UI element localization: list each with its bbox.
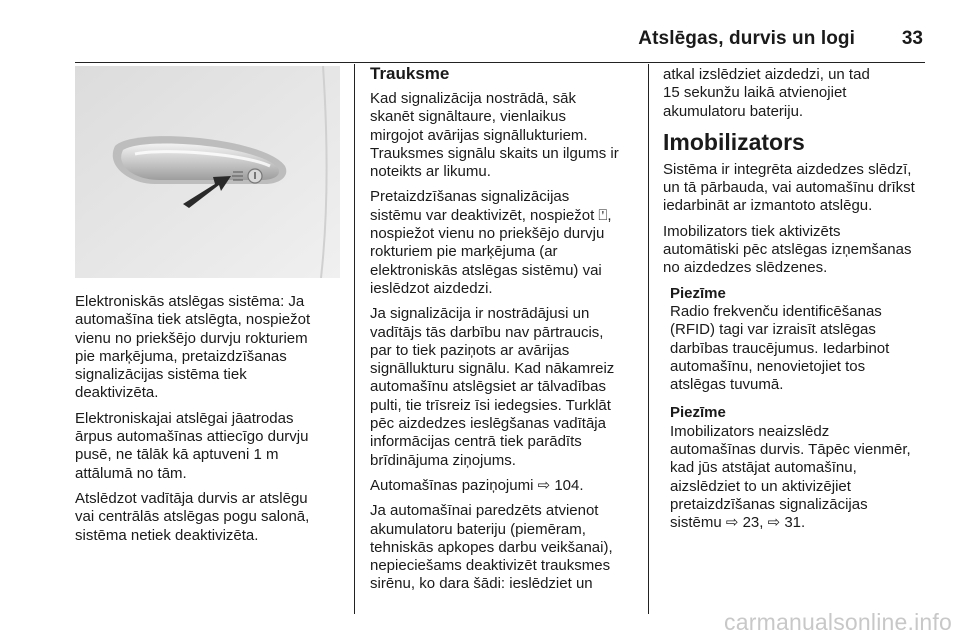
cross-reference: Automašīnas paziņojumi ⇨ 104. [370,476,584,494]
paragraph: Ja signalizācija ir nostrādājusi un vadītājs tās darbību nav pārtraucis, par to tiek paziņots ar avārijas signāllukturu signālu. Kad nākamreiz automašīnu atslēgsiet ar tālvadības pulti, tie trīsreiz īsi iedegsies. Turklāt pēc aizdedzes ieslēgšanas vadītāja informācijas centrā tiek parādīts brīdinājuma ziņojums. [370,305,615,469]
note-doors: Piezīme Imobilizators neaizslēdz automašīnas durvis. Tāpēc vienmēr, kad jūs atstājat automašīnu, aizslēdziet to un aktivizējiet pretaizdzīšanas signalizācijas sistēmu ⇨ 23, ⇨ 31. [663,404,933,532]
column-divider-2 [648,64,649,614]
section-heading-immobilizer: Imobilizators [663,128,805,155]
paragraph: Imobilizators tiek aktivizēts automātiski pēc atslēgas izņemšanas no aizdedzes slēdzenes. [663,222,912,277]
paragraph: Elektroniskās atslēgas sistēma: Ja automašīna tiek atslēgta, nospiežot vienu no priekšējo durvju rokturiem pie marķējuma, pretaizdzīšanas signalizācijas sistēma tiek deaktivizēta. [75,293,311,402]
column-divider-1 [354,64,355,614]
paragraph: Kad signalizācija nostrādā, sāk skanēt signāltaure, vienlaikus mirgojot avārijas signāllukturiem. Trauksmes signālu skaits un ilgums ir noteikts ar likumu. [370,90,619,181]
column-1 [75,66,343,552]
column-2 [370,64,638,601]
page-header [75,14,925,50]
note-title: Piezīme [670,404,726,422]
door-handle-icon [75,66,340,278]
page-title: Atslēgas, durvis un logi [638,28,855,49]
column-3 [663,66,933,539]
watermark: carmanualsonline.info [724,609,952,635]
note-rfid: Piezīme Radio frekvenču identificēšanas (RFID) tagi var izraisīt atslēgas darbības traucējumus. Iedarbinot automašīnu, nenovietojiet tos atslēgas tuvumā. [663,285,933,395]
section-heading-alarm: Trauksme [370,64,450,83]
paragraph: Atslēdzot vadītāja durvis ar atslēgu vai centrālās atslēgas pogu salonā, sistēma netiek deaktivizēta. [75,489,310,544]
paragraph: Pretaizdzīšanas signalizācijas sistēmu var deaktivizēt, nospiežot ⍞, nospiežot vienu no priekšējo durvju rokturiem pie marķējuma (ar elektroniskās atslēgas sistēmu) vai ieslēdzot aizdedzi. [370,188,612,297]
paragraph: Elektroniskajai atslēgai jāatrodas ārpus automašīnas attiecīgo durvju pusē, ne tālāk kā aptuveni 1 m attālumā no tām. [75,409,309,482]
door-handle-illustration [75,66,340,278]
note-title: Piezīme [670,284,726,302]
paragraph: Ja automašīnai paredzēts atvienot akumulatoru bateriju (piemēram, tehniskās apkopes darbu veikšanai), nepieciešams deaktivizēt trauksmes sirēnu, ko dara šādi: ieslēdziet un [370,502,613,593]
paragraph: Sistēma ir integrēta aizdedzes slēdzī, un tā pārbauda, vai automašīnu drīkst iedarbināt ar izmantoto atslēgu. [663,160,915,215]
page-number: 33 [901,28,923,49]
header-divider [75,62,925,63]
paragraph: atkal izslēdziet aizdedzi, un tad 15 sekunžu laikā atvienojiet akumulatoru bateriju. [663,66,870,120]
